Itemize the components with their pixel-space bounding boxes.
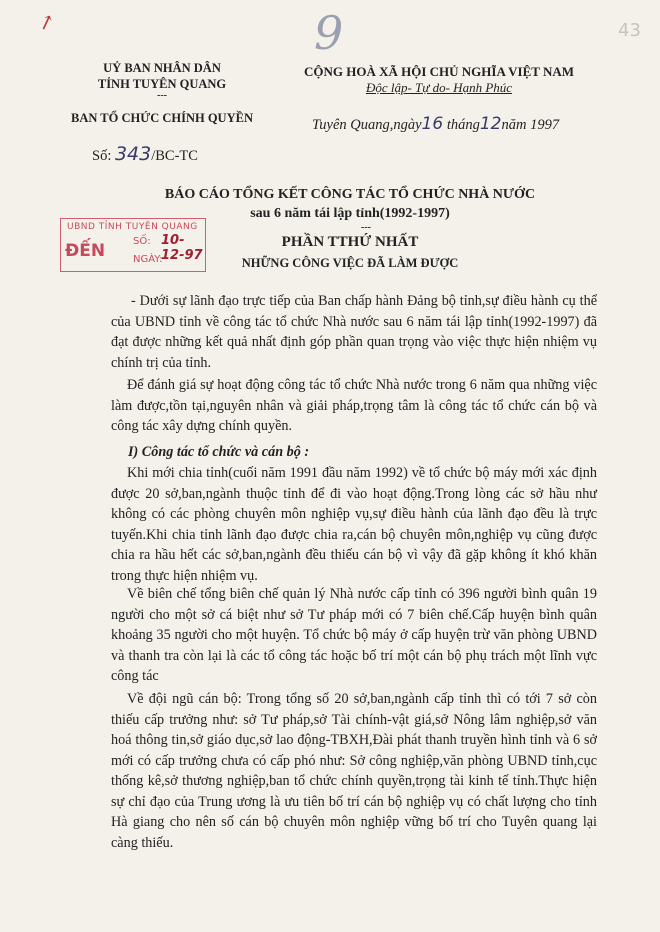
title-line-2: sau 6 năm tái lập tỉnh(1992-1997) <box>250 206 450 221</box>
issuer-separator: --- <box>157 90 167 101</box>
handwritten-page-mark: 9 <box>314 6 344 60</box>
section-1-heading: I) Công tác tổ chức và cán bộ : <box>128 444 310 460</box>
faint-page-number: 43 <box>618 20 641 41</box>
stamp-handwritten-number: 10-12-97 <box>161 233 203 263</box>
country-name: CỘNG HOÀ XÃ HỘI CHỦ NGHĨA VIỆT NAM <box>303 64 575 79</box>
received-stamp <box>60 218 206 272</box>
number-prefix: Số: <box>92 148 112 164</box>
paragraph-4-text: Về biên chế tổng biên chế quản lý Nhà nước cấp tỉnh có 396 người bình quân 19 người cho một sở cá biệt như sở Tư pháp mới có 7 biên chế.Cấp huyện bình quân khoảng 35 người cho một huyện. Tổ chức bộ máy ở cấp huyện trừ văn phòng UBND và thanh tra còn lại là các tổ công tác hoặc bố trí một cán bộ phụ trách một lĩnh vực công tác <box>111 586 597 684</box>
date-line <box>312 114 559 134</box>
paragraph-4 <box>111 584 597 687</box>
motto: Độc lập- Tự do- Hạnh Phúc <box>365 80 513 95</box>
number-suffix: /BC-TC <box>151 148 198 164</box>
stamp-ngay-label: NGÀY: <box>133 254 163 265</box>
paragraph-2 <box>111 375 597 437</box>
stamp-den: ĐẾN <box>65 241 106 261</box>
stamp-so-label: SỐ: <box>133 236 151 247</box>
issuer-block <box>62 60 262 126</box>
number-value: 343 <box>114 143 152 165</box>
part-heading: PHẦN TTHỨ NHẤT <box>281 234 419 250</box>
stamp-org: UBND TỈNH TUYÊN QUANG <box>67 222 198 232</box>
date-prefix: Tuyên Quang,ngày <box>312 117 422 133</box>
date-suffix: năm 1997 <box>501 117 560 133</box>
title-line-1: BÁO CÁO TỔNG KẾT CÔNG TÁC TỔ CHỨC NHÀ NƯỚC <box>164 187 536 202</box>
date-day: 16 <box>421 114 444 134</box>
issuer-line-2: TỈNH TUYÊN QUANG <box>97 77 227 91</box>
paragraph-3-text: Khi mới chia tỉnh(cuối năm 1991 đầu năm 1992) về tổ chức bộ máy mới xác định được 20 sở,ban,ngành thuộc tỉnh để đi vào hoạt động.Trong lòng các sở hầu như không có các phòng chuyên môn nghiệp vụ,sự điều hành của lãnh đạo đều là trực tuyến.Khi chia tỉnh lãnh đạo được chia ra,cán bộ chuyên môn,nghiệp vụ cũng được chia ra hầu hết các sở,ban,ngành đều thiếu cán bộ vì vậy đã gặp không ít khó khăn trong thực hiện nhiệm vụ. <box>111 465 597 584</box>
paragraph-3 <box>111 463 597 586</box>
date-month: 12 <box>479 114 502 134</box>
document-number <box>92 143 198 165</box>
paragraph-5-text: Về đội ngũ cán bộ: Trong tổng số 20 sở,ban,ngành cấp tỉnh thì có tới 7 sở còn thiếu cấp trưởng như: sở Tư pháp,sở Tài chính-vật giá,sở Nông lâm nghiệp,sở văn hoá thông tin,sở giáo dục,sở lao động-TBXH,Đài phát thanh truyền hình tỉnh và 6 sở mới có cấp trưởng chưa có cấp phó như: Sở công nghiệp,văn phòng UBND tỉnh,cục thống kê,sở thương nghiệp,ban tổ chức chính quyền,trọng tài kinh tế tỉnh.Thực hiện sự chỉ đạo của Trung ương là ưu tiên bố trí cán bộ nghiệp vụ có chất lượng cho tỉnh Hà giang cho nên số cán bộ chuyên môn nghiệp vững bố trí cho Tuyên quang lại càng thiếu. <box>111 691 597 851</box>
date-month-prefix: tháng <box>446 117 480 133</box>
national-motto-block <box>294 64 584 96</box>
paragraph-1 <box>111 291 597 373</box>
title-separator: --- <box>361 222 371 233</box>
issuer-line-3: BAN TỔ CHỨC CHÍNH QUYỀN <box>71 111 253 125</box>
corner-tick-mark: ↗ <box>34 9 59 37</box>
paragraph-2-text: Để đánh giá sự hoạt động công tác tổ chức Nhà nước trong 6 năm qua những việc làm được,tồn tại,nguyên nhân và giải pháp,trọng tâm là công tác tổ chức cán bộ và công tác xây dựng chính quyền. <box>111 377 597 434</box>
part-subtitle: NHỮNG CÔNG VIỆC ĐÃ LÀM ĐƯỢC <box>241 256 459 270</box>
paragraph-1-text: - Dưới sự lãnh đạo trực tiếp của Ban chấp hành Đảng bộ tỉnh,sự điều hành cụ thể của UBND tỉnh về công tác tổ chức Nhà nước sau 6 năm tái lập tỉnh(1992-1997) đã đạt được những kết quả nhất định góp phần quan trọng vào việc thực hiện nhiệm vụ chính trị của tỉnh. <box>111 293 597 371</box>
paragraph-5 <box>111 689 597 853</box>
issuer-line-1: UỶ BAN NHÂN DÂN <box>103 61 221 75</box>
